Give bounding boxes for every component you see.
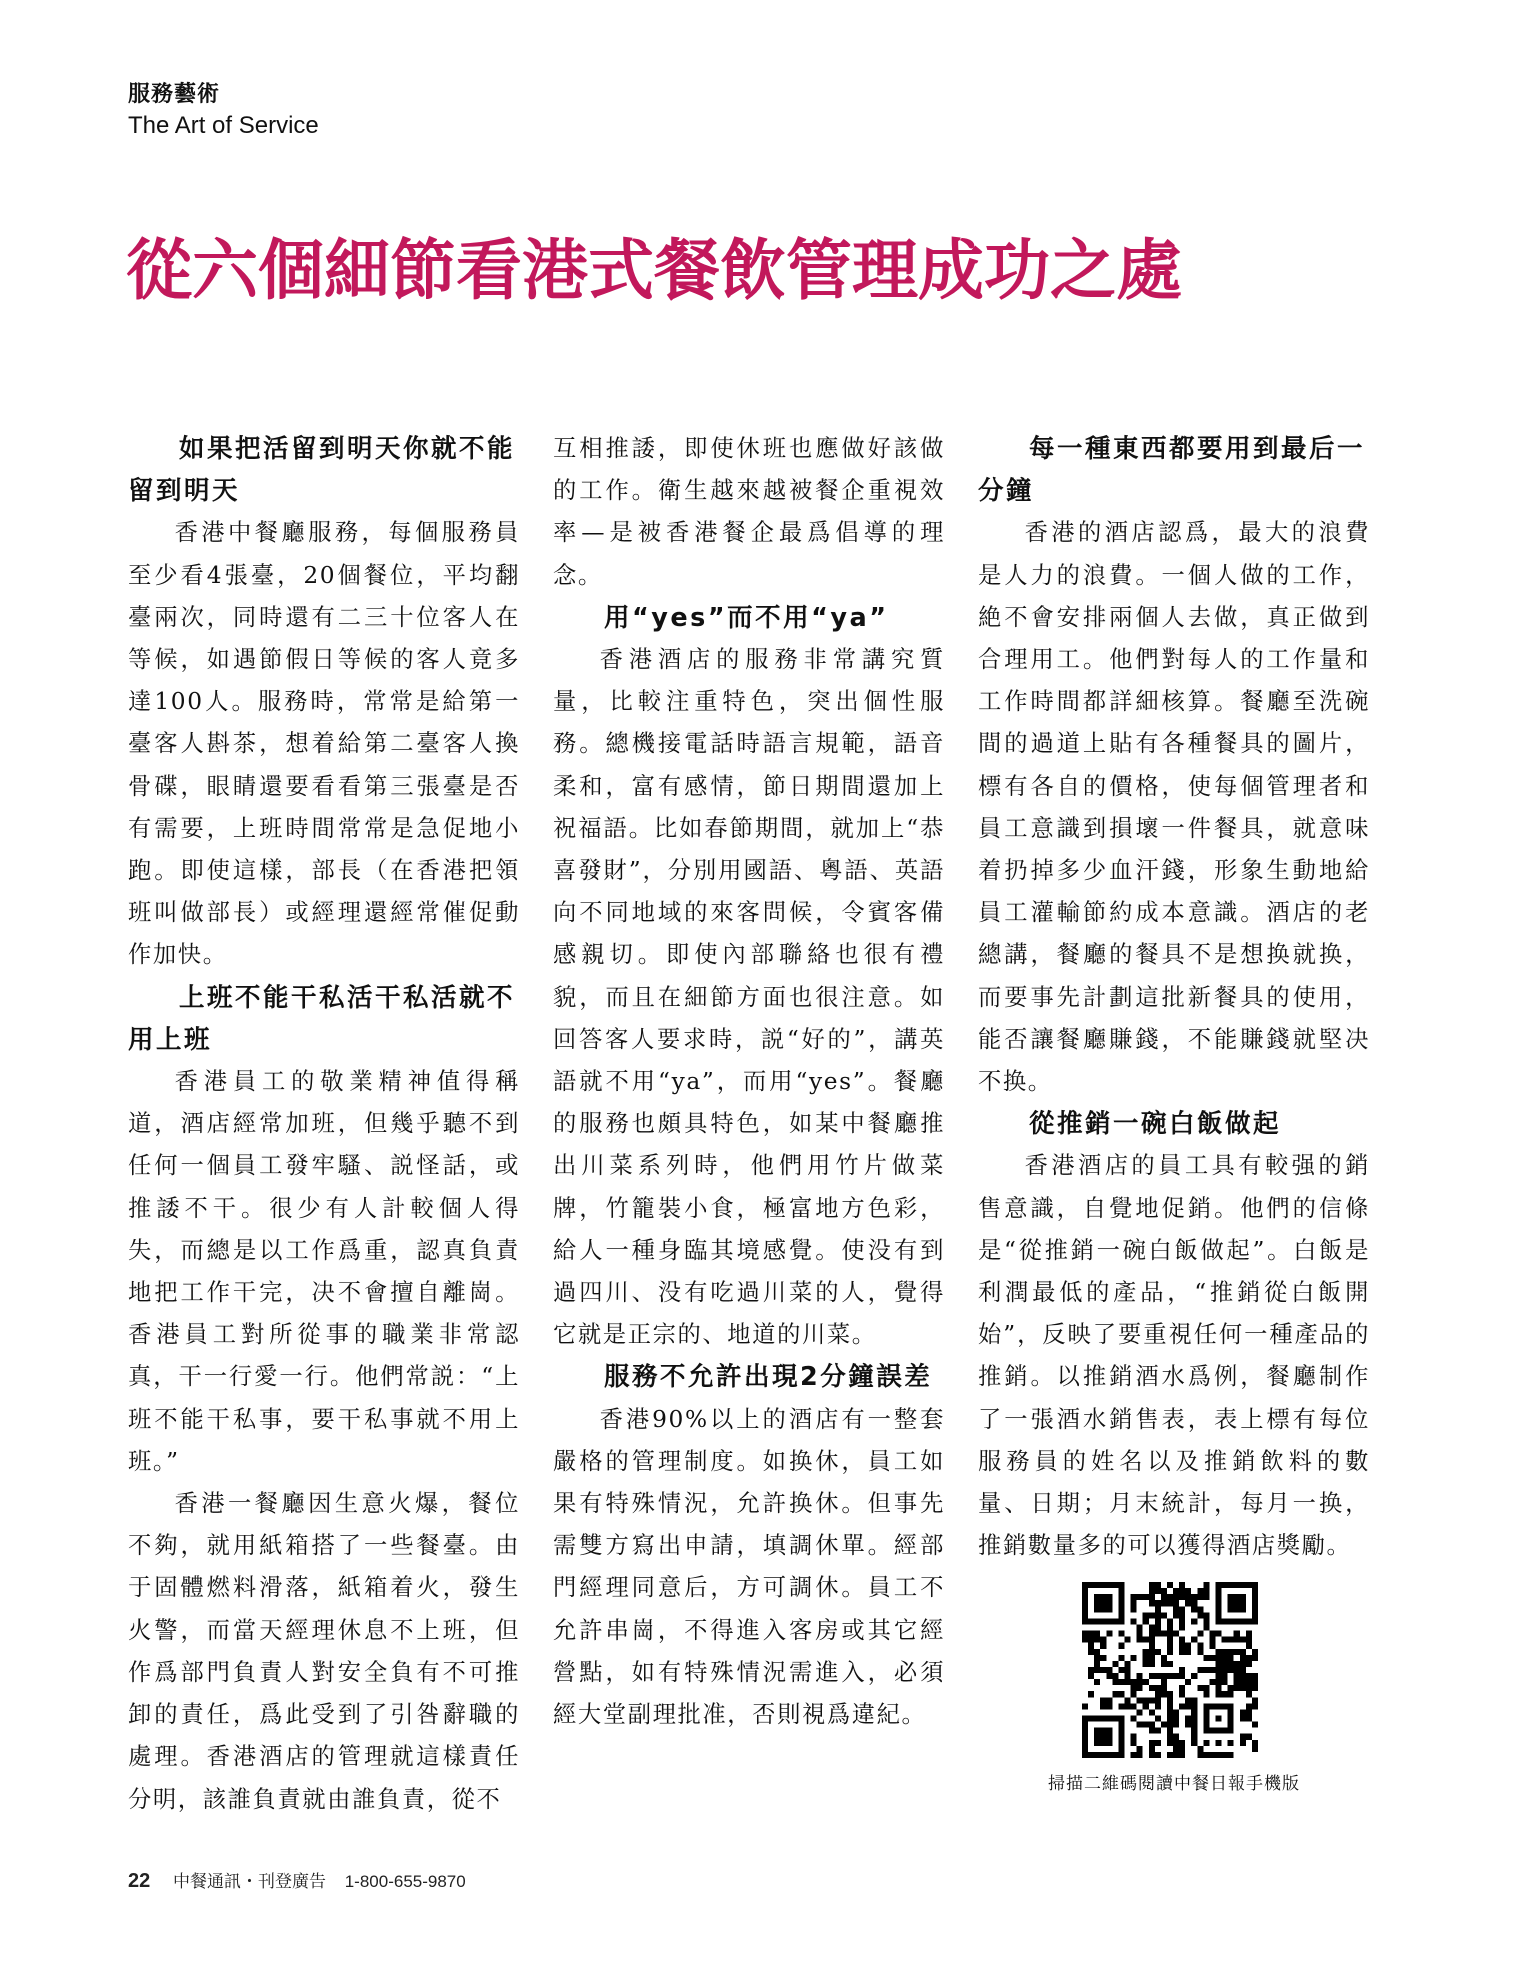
body-paragraph: 香港酒店的服務非常講究質量，比較注重特色，突出個性服務。總機接電話時語言規範，語音柔和，富有感情，節日期間還加上祝福語。比如春節期間，就加上“恭喜發財”，分別用國語、粵語、英語向不同地域的來客問候，令賓客備感親切。即使內部聯絡也很有禮貌，而且在細節方面也很注意。如回答客人要求時，説“好的”，講英語就不用“ya”，而用“yes”。餐廳的服務也頗具特色，如某中餐廳推出川菜系列時，他們用竹片做菜牌，竹籠裝小食，極富地方色彩，給人一種身臨其境感覺。使没有到過四川、没有吃過川菜的人，覺得它就是正宗的、地道的川菜。	[553, 646, 945, 1349]
article-title: 從六個細節看港式餐飲管理成功之處	[126, 231, 1182, 309]
qr-caption: 掃描二維碼閱讀中餐日報手機版	[1048, 1774, 1300, 1794]
section-heading: 每一種東西都要用到最后一分鐘	[978, 434, 1366, 507]
article-column-1	[128, 428, 520, 1821]
article-column-3	[978, 428, 1370, 1567]
body-paragraph: 香港90%以上的酒店有一整套嚴格的管理制度。如换休，員工如果有特殊情況，允許换休。但事先需雙方寫出申請，填調休單。經部門經理同意后，方可調休。員工不允許串崗，不得進入客房或其它經營點，如有特殊情況需進入，必須經大堂副理批准，否則視爲違紀。	[553, 1405, 945, 1729]
article-column-2	[553, 428, 945, 1736]
phone-number: 1-800-655-9870	[344, 1872, 466, 1891]
section-heading: 如果把活留到明天你就不能留到明天	[128, 434, 516, 507]
section-heading: 服務不允許出現2分鐘誤差	[604, 1362, 933, 1393]
section-heading: 從推銷一碗白飯做起	[1029, 1109, 1282, 1140]
qr-code-icon	[1082, 1582, 1258, 1758]
body-paragraph: 互相推諉，即使休班也應做好該做的工作。衛生越來越被餐企重視效率—是被香港餐企最爲倡導的理念。	[553, 435, 945, 589]
body-paragraph: 香港酒店的員工具有較强的銷售意識，自覺地促銷。他們的信條是“從推銷一碗白飯做起”。白飯是利潤最低的產品，“推銷從白飯開始”，反映了要重視任何一種產品的推銷。以推銷酒水爲例，餐廳制作了一張酒水銷售表，表上標有每位服務員的姓名以及推銷飲料的數量、日期；月末統計，每月一换，推銷數量多的可以獲得酒店獎勵。	[978, 1152, 1370, 1560]
section-label-en: The Art of Service	[128, 112, 319, 139]
body-paragraph: 香港中餐廳服務，每個服務員至少看4張臺，20個餐位，平均翻臺兩次，同時還有二三十位客人在等候，如遇節假日等候的客人竟多達100人。服務時，常常是給第一臺客人斟茶，想着給第二臺客人換骨碟，眼睛還要看看第三張臺是否有需要，上班時間常常是急促地小跑。即使這樣，部長（在香港把領班叫做部長）或經理還經常催促動作加快。	[128, 519, 520, 969]
body-paragraph: 香港員工的敬業精神值得稱道，酒店經常加班，但幾乎聽不到任何一個員工發牢騷、説怪話，或推諉不干。很少有人計較個人得失，而總是以工作爲重，認真負責地把工作干完，决不會擅自離崗。香港員工對所從事的職業非常認真，干一行愛一行。他們常説：“上班不能干私事，要干私事就不用上班。”	[128, 1068, 520, 1475]
section-heading: 用“yes”而不用“ya”	[604, 602, 889, 633]
page-footer	[128, 1868, 466, 1895]
body-paragraph: 香港的酒店認爲，最大的浪費是人力的浪費。一個人做的工作，絶不會安排兩個人去做，真正做到合理用工。他們對每人的工作量和工作時間都詳細核算。餐廳至洗碗間的過道上貼有各種餐具的圖片，標有各自的價格，使每個管理者和員工意識到損壞一件餐具，就意味着扔掉多少血汗錢，形象生動地給員工灌輸節約成本意識。酒店的老總講，餐廳的餐具不是想换就换，而要事先計劃這批新餐具的使用，能否讓餐廳賺錢，不能賺錢就堅决不换。	[978, 519, 1370, 1096]
page-number: 22	[128, 1870, 151, 1892]
section-heading: 上班不能干私活干私活就不用上班	[128, 982, 516, 1055]
section-label	[128, 80, 319, 142]
body-paragraph: 香港一餐廳因生意火爆，餐位不夠，就用紙箱搭了一些餐臺。由于固體燃料滑落，紙箱着火，發生火警，而當天經理休息不上班，但作爲部門負責人對安全負有不可推卸的責任，爲此受到了引咎辭職的處理。香港酒店的管理就這樣責任分明，該誰負責就由誰負責，從不	[128, 1490, 520, 1813]
publication-name: 中餐通訊・刊登廣告	[172, 1872, 326, 1892]
section-label-zh: 服務藝術	[128, 82, 221, 107]
